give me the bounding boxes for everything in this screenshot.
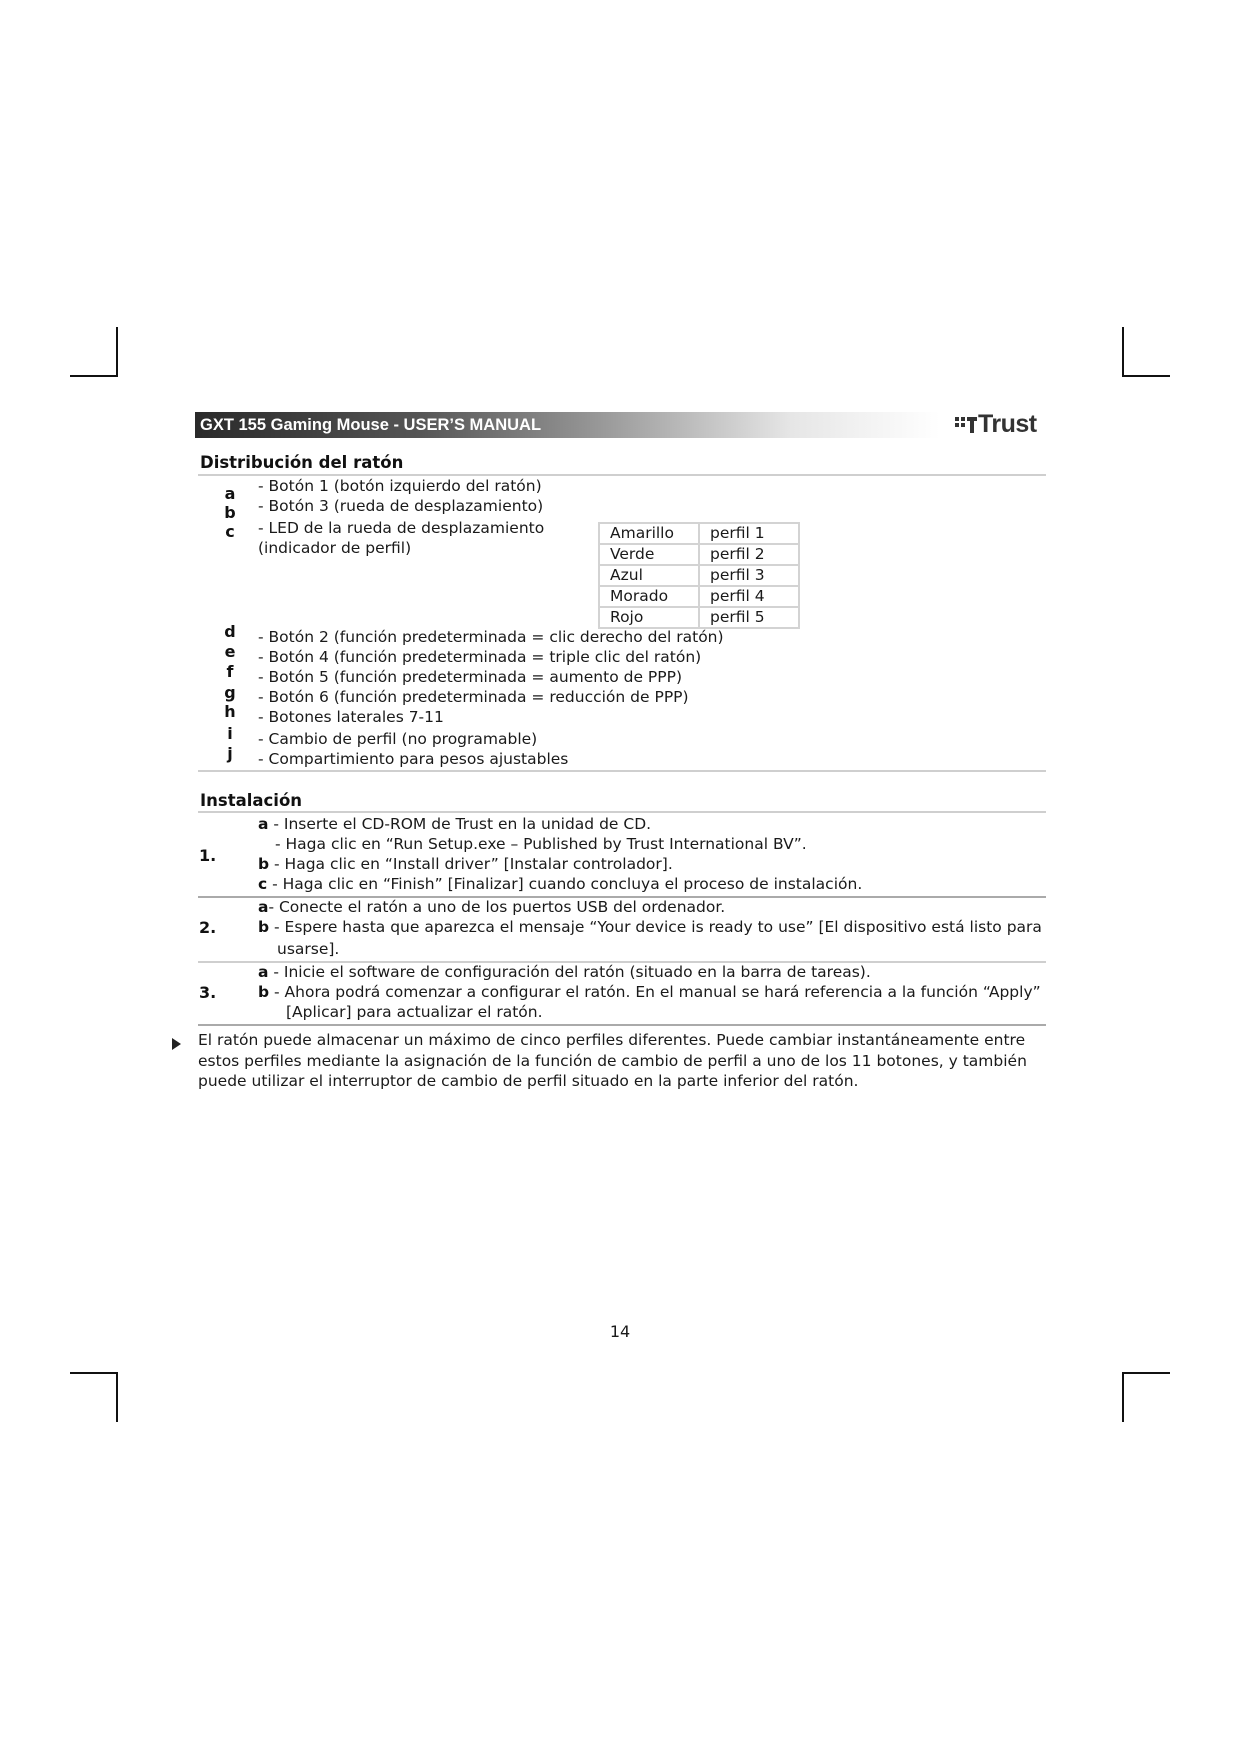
item-desc-a: - Botón 1 (botón izquierdo del ratón) (258, 477, 542, 495)
crop-mark-top-right-h (1122, 375, 1170, 377)
profile-color-table (598, 522, 800, 629)
step-number-1: 1. (199, 846, 217, 865)
step-1-line-c (258, 875, 862, 893)
table-cell-color: Verde (599, 544, 699, 565)
step-2-line-a (258, 898, 725, 916)
table-cell-color: Amarillo (599, 523, 699, 544)
item-desc-c-line2: (indicador de perfil) (258, 539, 412, 557)
step-1-line-c-text: - Haga clic en “Finish” [Finalizar] cuando concluya el proceso de instalación. (267, 875, 863, 893)
step-1-line-sub-text: - Haga clic en “Run Setup.exe – Published by Trust International BV”. (275, 835, 807, 853)
item-desc-d: - Botón 2 (función predeterminada = clic derecho del ratón) (258, 628, 724, 646)
step-3-line-b (258, 983, 1041, 1001)
item-letter-g: g (224, 683, 236, 702)
crop-mark-bottom-left-v (116, 1372, 118, 1422)
table-cell-profile: perfil 3 (699, 565, 799, 586)
step-number-3: 3. (199, 983, 217, 1002)
step-number-2: 2. (199, 918, 217, 937)
trust-logo-mark-icon (955, 413, 977, 435)
item-desc-b: - Botón 3 (rueda de desplazamiento) (258, 497, 544, 515)
divider (198, 811, 1046, 813)
item-desc-j: - Compartimiento para pesos ajustables (258, 750, 569, 768)
table-cell-profile: perfil 4 (699, 586, 799, 607)
item-desc-i: - Cambio de perfil (no programable) (258, 730, 538, 748)
table-row (599, 544, 799, 565)
step-1-line-b (258, 855, 673, 873)
item-letter-a: a (224, 484, 236, 503)
item-letter-h: h (224, 702, 236, 721)
item-desc-h: - Botones laterales 7-11 (258, 708, 444, 726)
item-letter-j: j (227, 744, 233, 763)
note-text: El ratón puede almacenar un máximo de cinco perfiles diferentes. Puede cambiar instantáneamente entre estos perfiles mediante la asignación de la función de cambio de perfil a uno de los 11 botones, y también puede utilizar el interruptor de cambio de perfil situado en la parte inferior del ratón. (198, 1031, 1027, 1090)
table-row (599, 565, 799, 586)
step-3-line-a (258, 963, 871, 981)
table-row (599, 607, 799, 628)
table-row (599, 523, 799, 544)
trust-logo-text: Trust (978, 409, 1037, 438)
step-1-line-a-text: - Inserte el CD-ROM de Trust en la unidad de CD. (268, 815, 652, 833)
step-3-line-a-text: - Inicie el software de configuración del ratón (situado en la barra de tareas). (268, 963, 871, 981)
table-cell-color: Rojo (599, 607, 699, 628)
header-title: GXT 155 Gaming Mouse - USER’S MANUAL (200, 416, 542, 434)
table-cell-profile: perfil 5 (699, 607, 799, 628)
divider (198, 474, 1046, 476)
step-2-line-a-text: - Conecte el ratón a uno de los puertos USB del ordenador. (268, 898, 726, 916)
step-1-line-b-text: - Haga clic en “Install driver” [Instalar controlador]. (269, 855, 673, 873)
item-desc-e: - Botón 4 (función predeterminada = triple clic del ratón) (258, 648, 702, 666)
crop-mark-top-left-v (116, 327, 118, 377)
step-1-line-c-prefix: c (258, 875, 268, 893)
table-cell-profile: perfil 2 (699, 544, 799, 565)
step-3-line-b-prefix: b (258, 983, 270, 1001)
step-3-line-cont (286, 1003, 543, 1021)
divider (198, 770, 1046, 772)
item-desc-f: - Botón 5 (función predeterminada = aumento de PPP) (258, 668, 683, 686)
item-letter-d: d (224, 622, 236, 641)
item-letter-e: e (224, 642, 236, 661)
step-2-line-cont-text: usarse]. (277, 940, 340, 958)
crop-mark-bottom-right-v (1122, 1372, 1124, 1422)
step-2-line-b-prefix: b (258, 918, 270, 936)
note-arrow-icon (172, 1038, 181, 1050)
divider (198, 1024, 1046, 1026)
item-letter-f: f (226, 662, 234, 681)
crop-mark-top-left-h (70, 375, 118, 377)
table-cell-color: Morado (599, 586, 699, 607)
step-3-line-cont-text: [Aplicar] para actualizar el ratón. (286, 1003, 543, 1021)
step-2-line-b (258, 918, 1042, 936)
section-title-layout: Distribución del ratón (200, 453, 404, 472)
step-1-line-a-prefix: a (258, 815, 269, 833)
section-title-install: Instalación (200, 791, 303, 810)
page-number: 14 (609, 1322, 631, 1341)
crop-mark-top-right-v (1122, 327, 1124, 377)
item-letter-i: i (227, 724, 233, 743)
step-2-line-b-text: - Espere hasta que aparezca el mensaje “Your device is ready to use” [El dispositivo está listo para (269, 918, 1042, 936)
item-letter-b: b (224, 503, 236, 522)
step-3-line-b-text: - Ahora podrá comenzar a configurar el ratón. En el manual se hará referencia a la función “Apply” (269, 983, 1041, 1001)
step-2-line-a-prefix: a (258, 898, 269, 916)
crop-mark-bottom-left-h (70, 1372, 118, 1374)
item-letter-c: c (225, 522, 235, 541)
step-1-line-sub (275, 835, 807, 853)
table-cell-color: Azul (599, 565, 699, 586)
step-1-line-a (258, 815, 651, 833)
step-2-line-cont (277, 940, 339, 958)
step-3-line-a-prefix: a (258, 963, 269, 981)
step-1-line-b-prefix: b (258, 855, 270, 873)
table-cell-profile: perfil 1 (699, 523, 799, 544)
crop-mark-bottom-right-h (1122, 1372, 1170, 1374)
trust-logo (955, 409, 1047, 439)
item-desc-g: - Botón 6 (función predeterminada = reducción de PPP) (258, 688, 689, 706)
table-row (599, 586, 799, 607)
item-desc-c: - LED de la rueda de desplazamiento (258, 519, 545, 537)
